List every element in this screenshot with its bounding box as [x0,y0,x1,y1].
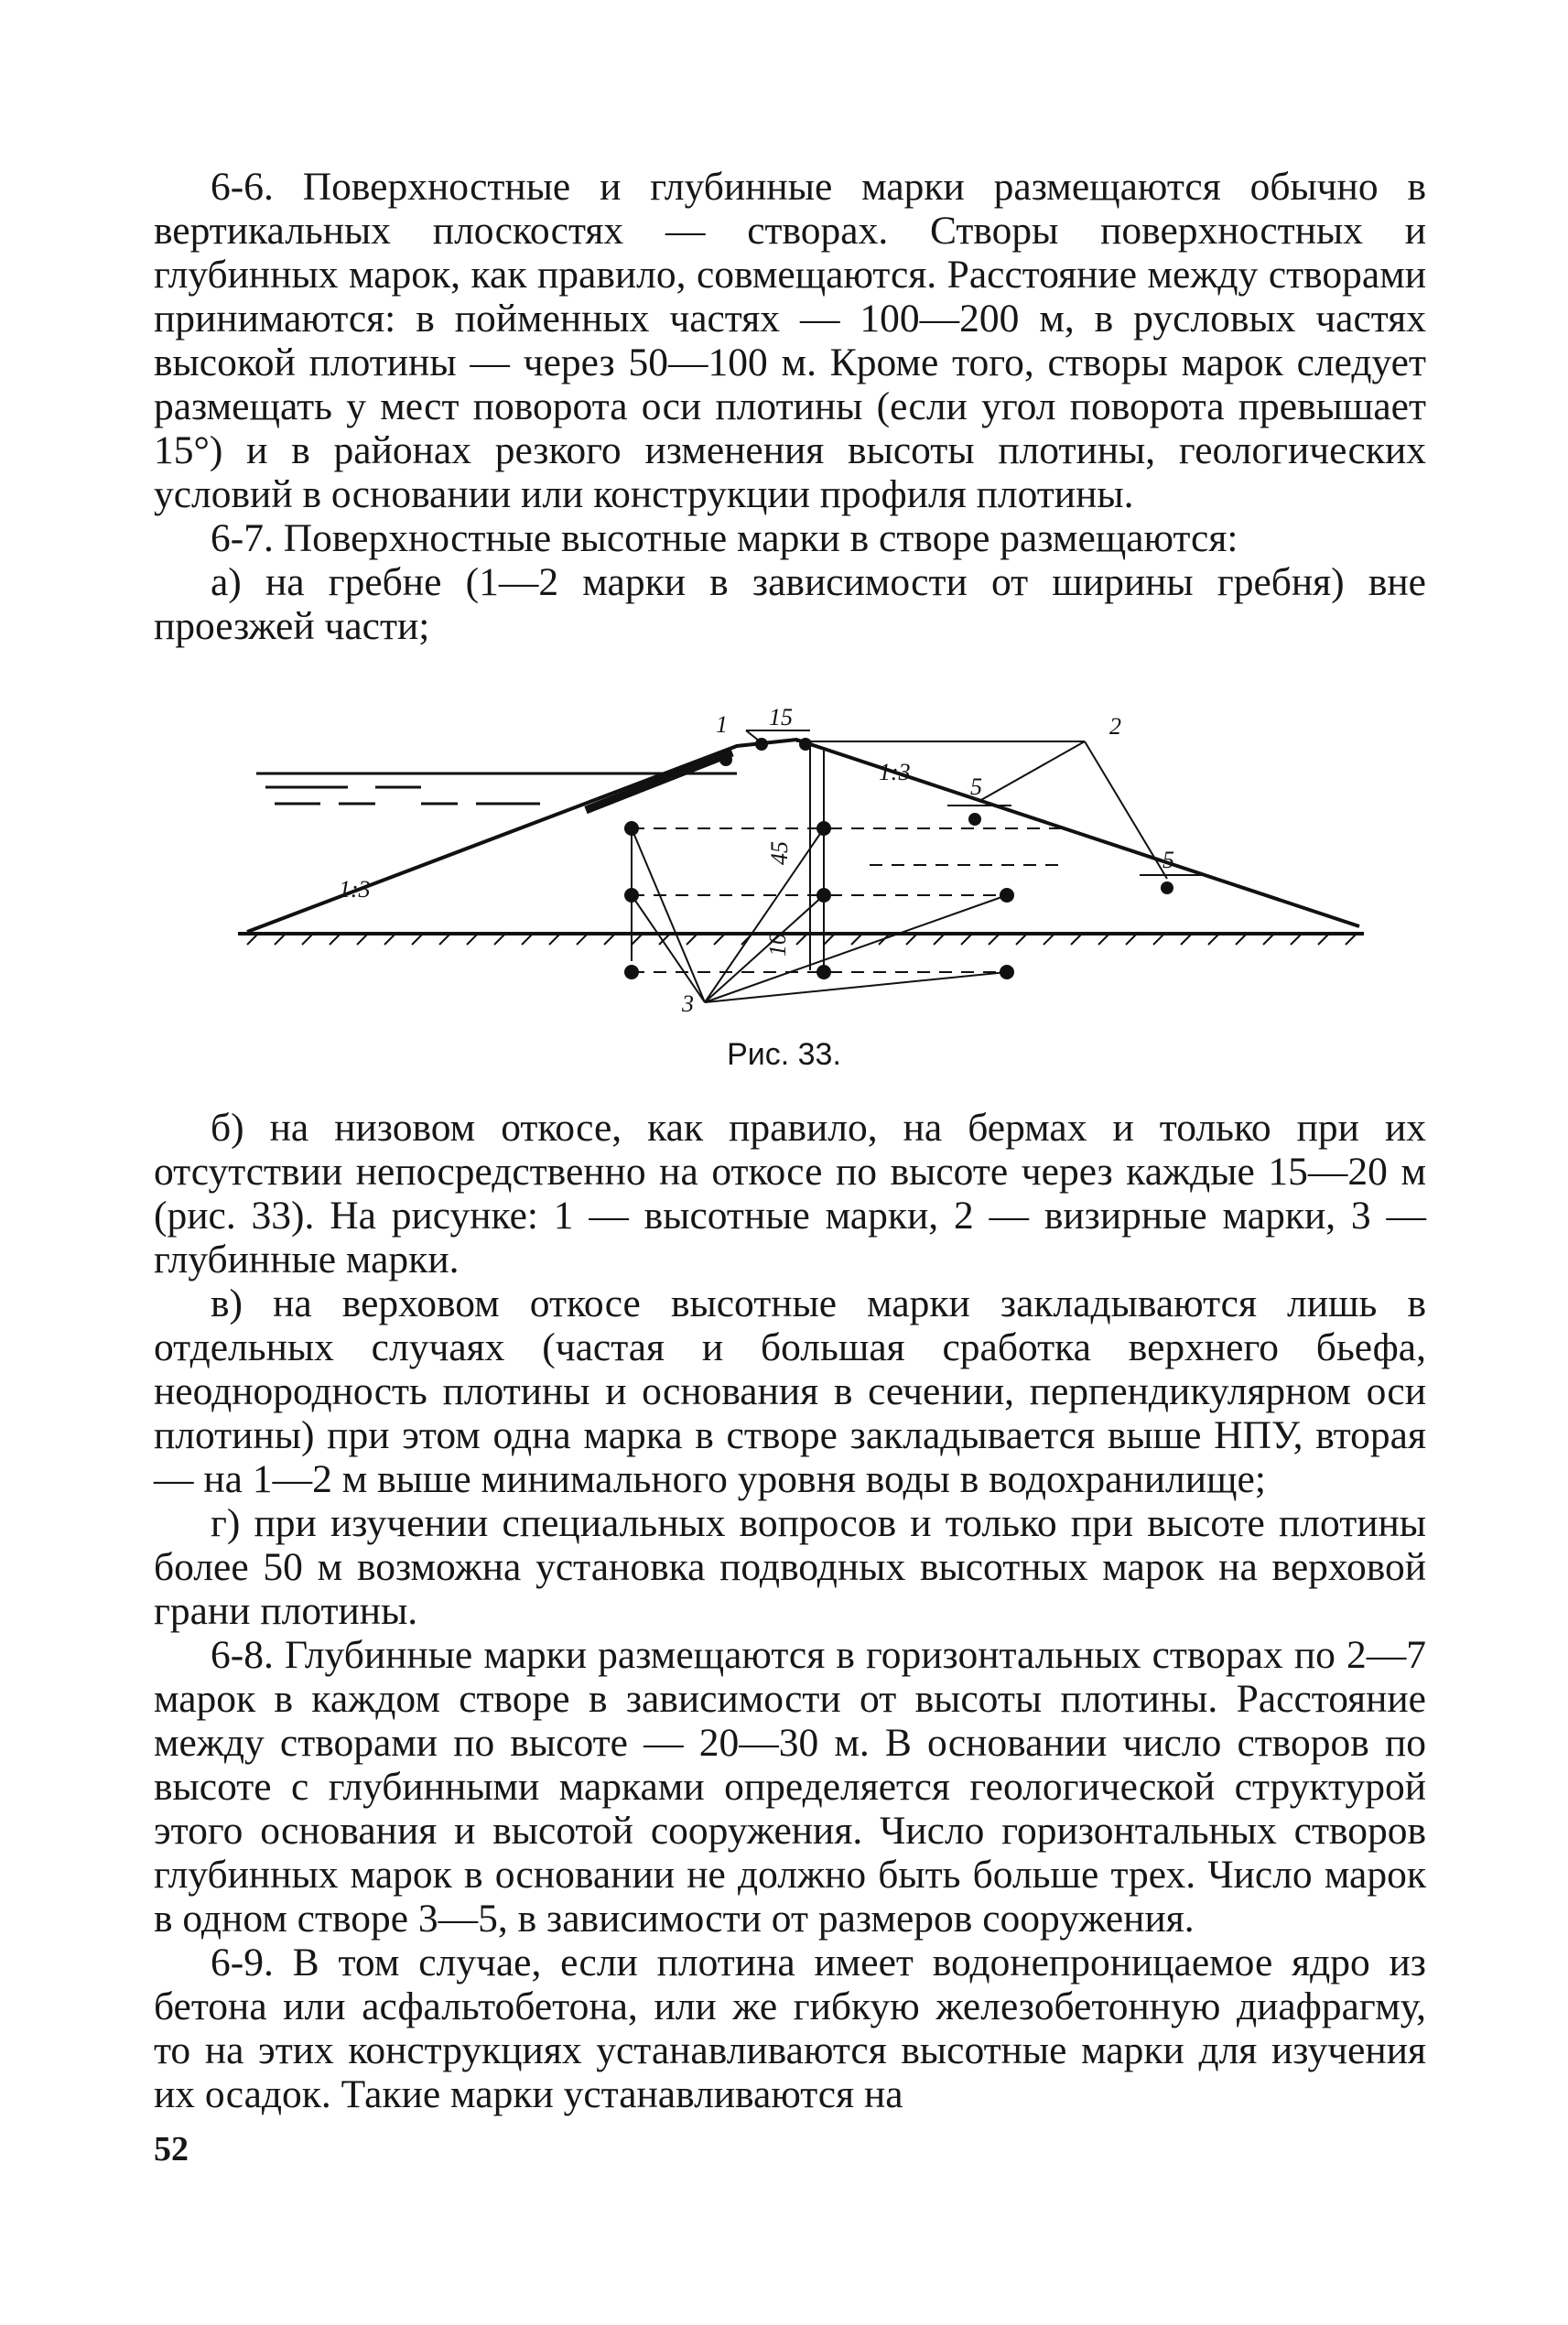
label-marker-1: 1 [716,711,728,738]
dam-diagram [238,705,1382,1016]
text-block-top [154,165,1426,648]
paragraph-6-7-v: в) на верховом откосе высотные марки закладываются лишь в отдельных случаях (частая и большая сработка верхнего бьефа, неоднородность плотины и основания в сечении, перпендикулярном оси плотины) при этом одна марка в створе закладывается выше НПУ, вторая — на 1—2 м выше минимального уровня воды в водохранилище; [154,1281,1426,1501]
paragraph-6-7-b: б) на низовом откосе, как правило, на бермах и только при их отсутствии непосредственно на откосе по высоте через каждые 15—20 м (рис. 33). На рисунке: 1 — высотные марки, 2 — визирные марки, 3 — глубинные марки. [154,1106,1426,1281]
label-marker-2: 2 [1109,713,1121,740]
paragraph-6-6: 6-6. Поверхностные и глубинные марки размещаются обычно в вертикальных плоскостях — створах. Створы поверхностных и глубинных марок, как правило, совмещаются. Расстояние между створами принимаются: в пойменных частях — 100—200 м, в русловых частях высокой плотины — через 50—100 м. Кроме того, створы марок следует размещать у мест поворота оси плотины (если угол поворота превышает 15°) и в районах резкого изменения высоты плотины, геологических условий в основании или конструкции профиля плотины. [154,165,1426,516]
label-depth: 10 [764,933,791,957]
crest-markers [719,738,1173,894]
page-number: 52 [154,2130,189,2168]
label-berm-1: 5 [970,773,982,800]
paragraph-6-7-a: а) на гребне (1—2 марки в зависимости от ширины гребня) вне проезжей части; [154,560,1426,648]
label-marker-3: 3 [682,990,694,1016]
label-crest-width: 15 [769,705,793,730]
paragraph-6-9: 6-9. В том случае, если плотина имеет водонепроницаемое ядро из бетона или асфальтобетона, или же гибкую железобетонную диафрагму, то на этих конструкциях устанавливаются высотные марки для изучения их осадок. Такие марки устанавливаются на [154,1941,1426,2116]
figure-caption: Рис. 33. [727,1037,841,1072]
upstream-lining [586,752,732,810]
label-height: 45 [766,841,793,865]
paragraph-6-7-g: г) при изучении специальных вопросов и только при высоте плотины более 50 м возможна установка подводных высотных марок на верховой грани плотины. [154,1501,1426,1633]
dam-cross-section-figure [238,705,1382,1016]
text-block-bottom [154,1106,1426,2116]
paragraph-6-8: 6-8. Глубинные марки размещаются в горизонтальных створах по 2—7 марок в каждом створе в зависимости от высоты плотины. Расстояние между створами по высоте — 20—30 м. В основании число створов по высоте с глубинными марками определяется геологической структурой этого основания и высотой сооружения. Число горизонтальных створов глубинных марок в основании не должно быть больше трех. Число марок в одном створе 3—5, в зависимости от размеров сооружения. [154,1633,1426,1941]
label-berm-2: 5 [1162,847,1174,873]
label-slope-up: 1:3 [339,876,371,903]
dam-profile [247,740,1359,932]
paragraph-6-7: 6-7. Поверхностные высотные марки в створе размещаются: [211,516,1238,560]
label-slope-down: 1:3 [879,759,911,785]
